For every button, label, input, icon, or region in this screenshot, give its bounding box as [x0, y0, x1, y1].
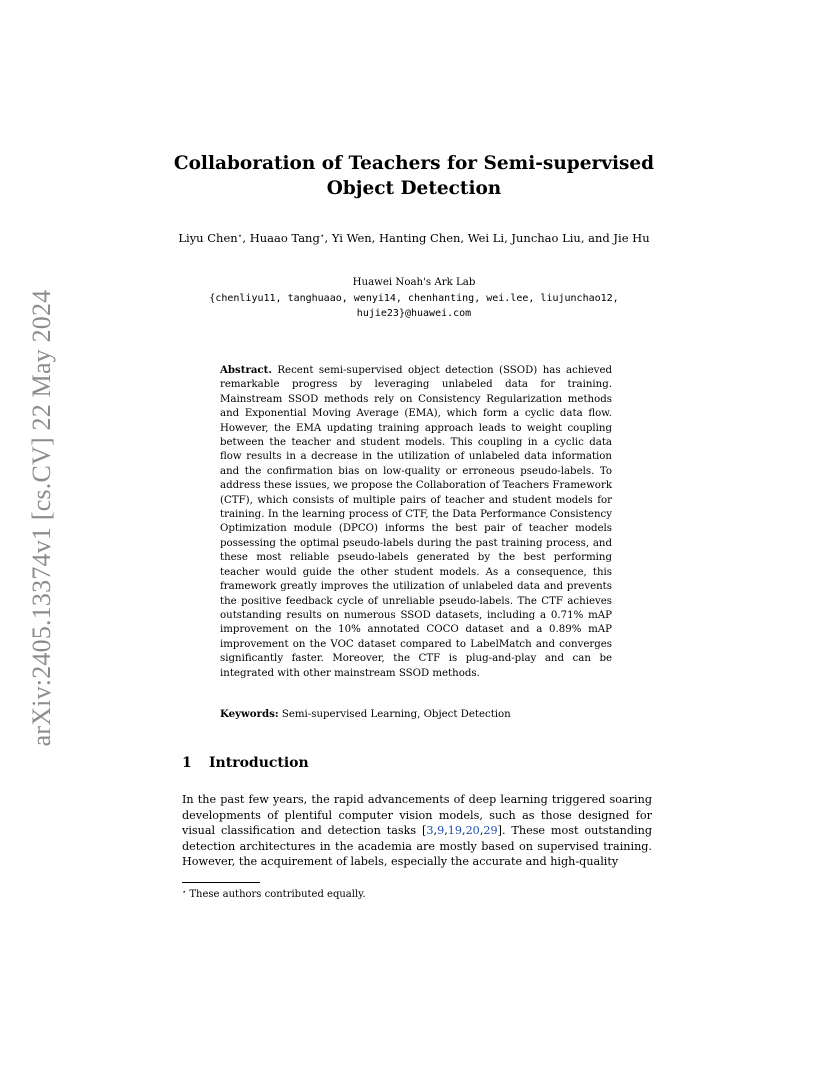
keywords-label: Keywords: [220, 708, 279, 720]
footnote-text: These authors contributed equally. [189, 889, 366, 900]
abstract [220, 363, 612, 681]
arxiv-identifier-stamp: arXiv:2405.13374v1 [cs.CV] 22 May 2024 [27, 289, 56, 747]
paper-title-line-1: Collaboration of Teachers for Semi-supervised [173, 153, 655, 174]
footnote-divider [182, 882, 260, 883]
emails-line-1: {chenliyu11, tanghuaao, wenyi14, chenhanting, wei.lee, liujunchao12, [209, 293, 619, 304]
citation-link[interactable]: 20 [465, 824, 480, 838]
author-name: Wei Li [467, 231, 505, 245]
author-separator: , [242, 231, 250, 245]
section-heading [182, 753, 309, 773]
author-name: Liyu Chen [178, 231, 238, 245]
footnote [182, 885, 366, 902]
citation-link[interactable]: 29 [483, 824, 498, 838]
section-title: Introduction [209, 755, 309, 771]
author-separator: , [460, 231, 468, 245]
author-separator: , [324, 231, 332, 245]
author-name: Yi Wen [331, 231, 372, 245]
equal-contribution-mark: ⋆ [237, 231, 243, 240]
author-separator: , [371, 231, 379, 245]
citation-link[interactable]: 3 [426, 824, 434, 838]
footnote-mark: ⋆ [182, 888, 187, 896]
paper-title-line-2: Object Detection [326, 178, 502, 199]
abstract-text: Recent semi-supervised object detection (SSOD) has achieved remarkable progress by leveraging unlabeled data for training. Mainstream SSOD methods rely on Consistency Regularization methods and Exponential Moving Average (EMA), which form a cyclic data flow. However, the EMA updating training approach leads to weight coupling between the teacher and student models. This coupling in a cyclic data flow results in a decrease in the utilization of unlabeled data information and the confirmation bias on low-quality or erroneous pseudo-labels. To address these issues, we propose the Collaboration of Teachers Framework (CTF), which consists of multiple pairs of teacher and student models for training. In the learning process of CTF, the Data Performance Consistency Optimization module (DPCO) informs the best pair of teacher models possessing the optimal pseudo-labels during the past training process, and these most reliable pseudo-labels generated by the best performing teacher would guide the other student models. As a consequence, this framework greatly improves the utilization of unlabeled data and prevents the positive feedback cycle of unreliable pseudo-labels. The CTF achieves outstanding results on numerous SSOD datasets, including a 0.71% mAP improvement on the 10% annotated COCO dataset and a 0.89% mAP improvement on the VOC dataset compared to LabelMatch and converges significantly faster. Moreover, the CTF is plug-and-play and can be integrated with other mainstream SSOD methods. [220, 365, 612, 679]
section-number: 1 [182, 755, 192, 771]
keywords [220, 707, 612, 722]
abstract-label: Abstract. [220, 364, 272, 376]
intro-text-after-citations: ]. These most outstanding detection architectures in the academia are mostly based on supervised training. However, the acquirement of labels, especially the accurate and high-quality [182, 824, 652, 869]
paper-title [0, 151, 828, 201]
citation-link[interactable]: 9 [437, 824, 445, 838]
author-separator: , and [580, 231, 614, 245]
citation-link[interactable]: 19 [447, 824, 462, 838]
emails-line-2: hujie23}@huawei.com [356, 308, 472, 319]
author-emails [170, 291, 658, 321]
keywords-text: Semi-supervised Learning, Object Detection [281, 709, 511, 720]
equal-contribution-mark: ⋆ [319, 231, 325, 240]
author-name: Hanting Chen [378, 231, 461, 245]
intro-text-before-citations: In the past few years, the rapid advancements of deep learning triggered soaring developments of plentiful computer vision models, such as those designed for visual classification and detection tasks [ [182, 793, 652, 838]
author-name: Huaao Tang [249, 231, 320, 245]
author-separator: , [504, 231, 512, 245]
introduction-paragraph: In the past few years, the rapid advancements of deep learning triggered soaring developments of plentiful computer vision models, such as those designed for visual classification and detection tasks [3,9,19,20,29]. These most outstanding detection architectures in the academia are mostly based on supervised training. However, the acquirement of labels, especially the accurate and high-quality [182, 793, 652, 869]
author-name: Jie Hu [613, 231, 650, 245]
author-list [175, 230, 653, 247]
affiliation: Huawei Noah's Ark Lab [352, 277, 476, 288]
author-name: Junchao Liu [511, 231, 581, 245]
